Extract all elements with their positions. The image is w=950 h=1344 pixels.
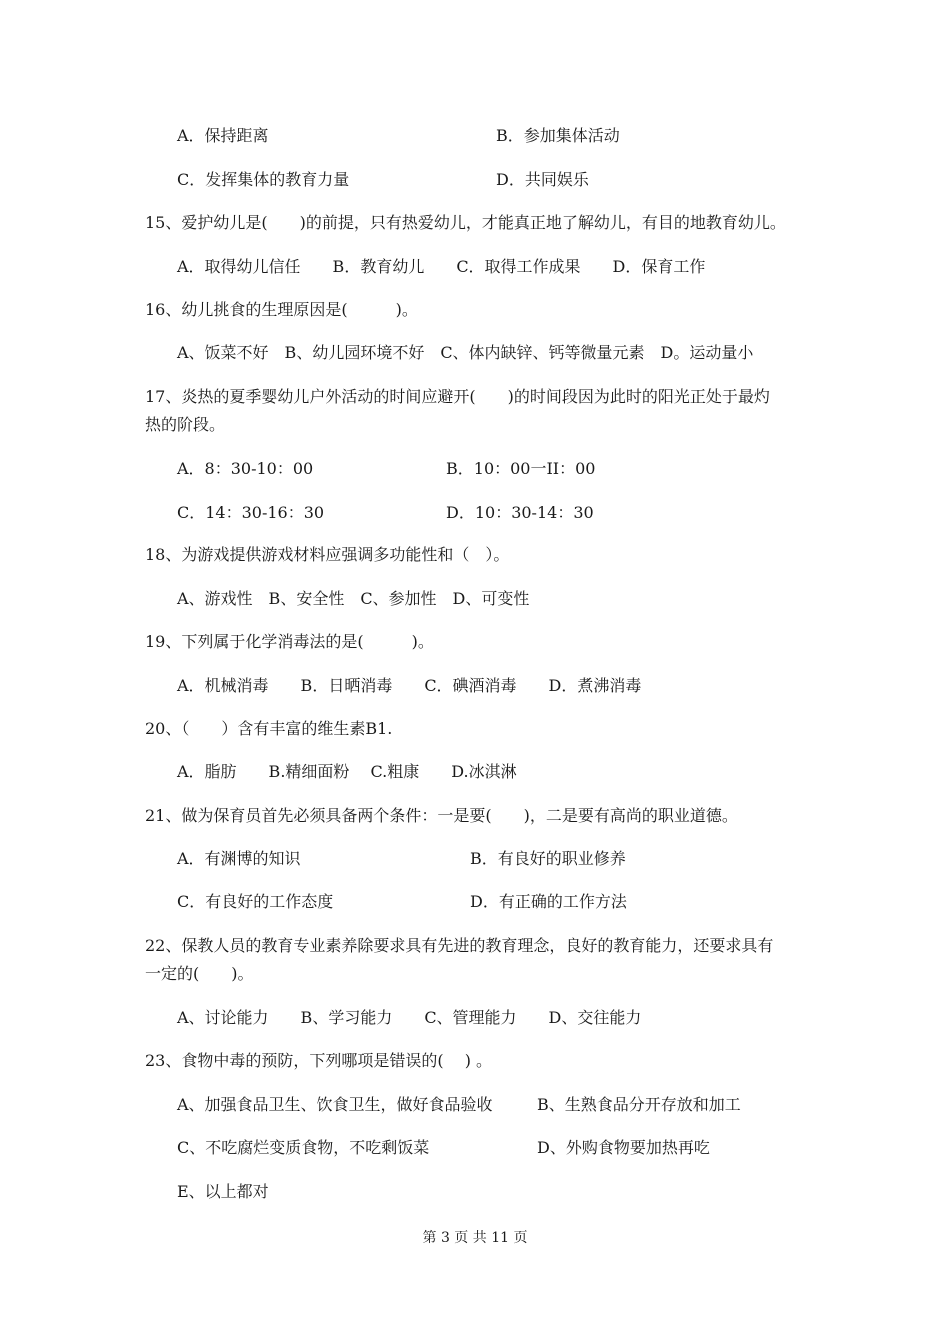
q16-options: A、饭菜不好 B、幼儿园环境不好 C、体内缺锌、钙等微量元素 D。运动量小 xyxy=(177,343,754,362)
q23-option-a: A、加强食品卫生、饮食卫生，做好食品验收 xyxy=(177,1095,493,1114)
q19-stem: 19、下列属于化学消毒法的是( )。 xyxy=(145,632,434,651)
q17-option-d: D．10：30-14：30 xyxy=(446,503,594,522)
q23-option-e: E、以上都对 xyxy=(177,1182,269,1201)
q16-stem: 16、幼儿挑食的生理原因是( )。 xyxy=(145,300,418,319)
q17-stem-line1: 17、炎热的夏季婴幼儿户外活动的时间应避开( )的时间段因为此时的阳光正处于最灼 xyxy=(145,387,770,406)
q17-option-b: B．10：00一II：00 xyxy=(446,459,596,478)
q14-option-a: A．保持距离 xyxy=(177,126,269,145)
q22-options: A、讨论能力 B、学习能力 C、管理能力 D、交往能力 xyxy=(177,1008,642,1027)
q14-option-d: D．共同娱乐 xyxy=(496,170,589,189)
q23-option-c: C、不吃腐烂变质食物，不吃剩饭菜 xyxy=(177,1138,430,1157)
q17-option-c: C．14：30-16：30 xyxy=(177,503,325,522)
q20-stem: 20、（ ）含有丰富的维生素B1. xyxy=(145,719,393,738)
page-number: 第 3 页 共 11 页 xyxy=(422,1230,528,1246)
q22-stem-line1: 22、保教人员的教育专业素养除要求具有先进的教育理念，良好的教育能力，还要求具有 xyxy=(145,936,774,955)
q23-stem: 23、食物中毒的预防，下列哪项是错误的( ) 。 xyxy=(145,1051,493,1070)
q14-option-b: B．参加集体活动 xyxy=(496,126,620,145)
q21-stem: 21、做为保育员首先必须具备两个条件：一是要( )，二是要有高尚的职业道德。 xyxy=(145,806,738,825)
q18-options: A、游戏性 B、安全性 C、参加性 D、可变性 xyxy=(177,589,530,608)
q21-option-a: A．有渊博的知识 xyxy=(177,849,301,868)
q20-options: A．脂肪 B.精细面粉 C.粗康 D.冰淇淋 xyxy=(177,762,517,781)
q23-option-d: D、外购食物要加热再吃 xyxy=(537,1138,710,1157)
q14-option-c: C．发挥集体的教育力量 xyxy=(177,170,350,189)
q15-options: A．取得幼儿信任 B．教育幼儿 C．取得工作成果 D．保育工作 xyxy=(177,257,706,276)
q15-stem: 15、爱护幼儿是( )的前提，只有热爱幼儿，才能真正地了解幼儿，有目的地教育幼儿。 xyxy=(145,213,786,232)
q23-option-b: B、生熟食品分开存放和加工 xyxy=(537,1095,741,1114)
q19-options: A．机械消毒 B．日晒消毒 C．碘酒消毒 D．煮沸消毒 xyxy=(177,676,642,695)
q17-stem-line2: 热的阶段。 xyxy=(145,415,226,434)
q21-option-c: C．有良好的工作态度 xyxy=(177,892,334,911)
q21-option-b: B．有良好的职业修养 xyxy=(470,849,626,868)
q18-stem: 18、为游戏提供游戏材料应强调多功能性和（ ）。 xyxy=(145,545,510,564)
q21-option-d: D．有正确的工作方法 xyxy=(470,892,627,911)
q17-option-a: A．8：30-10：00 xyxy=(177,459,314,478)
q22-stem-line2: 一定的( )。 xyxy=(145,964,254,983)
